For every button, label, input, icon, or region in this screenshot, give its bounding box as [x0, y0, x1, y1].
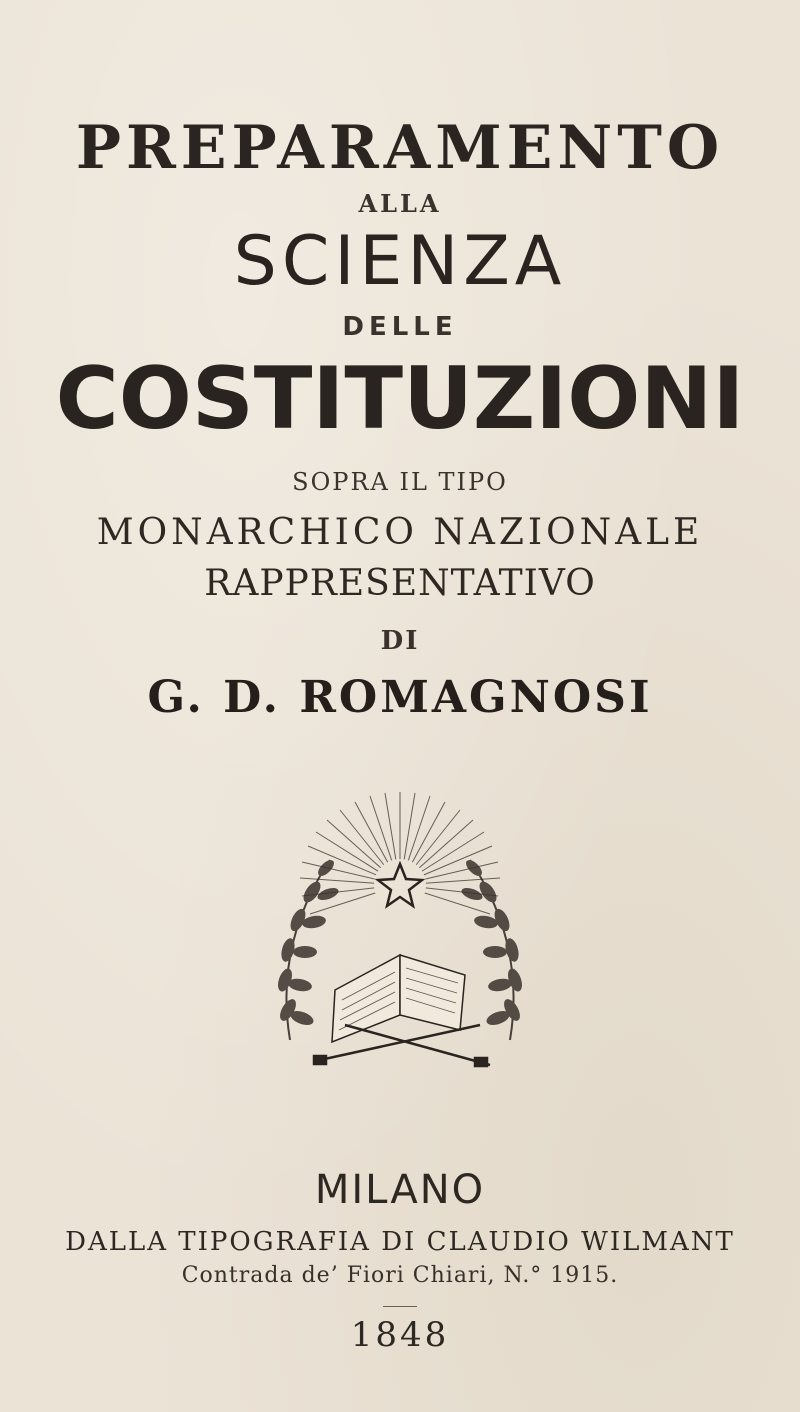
divider-rule	[383, 1306, 417, 1307]
subtitle-monarchico-nazionale: MONARCHICO NAZIONALE	[96, 512, 704, 553]
imprint-printer: DALLA TIPOGRAFIA DI CLAUDIO WILMANT	[65, 1227, 735, 1257]
open-book-icon	[332, 955, 465, 1042]
title-delle: DELLE	[342, 312, 458, 342]
imprint-address: Contrada de’ Fiori Chiari, N.° 1915.	[181, 1263, 619, 1288]
star-icon	[374, 859, 426, 911]
subtitle-rappresentativo: RAPPRESENTATIVO	[204, 563, 596, 604]
title-preparamento: PREPARAMENTO	[75, 113, 725, 183]
subtitle-sopra-il-tipo: SOPRA IL TIPO	[292, 468, 508, 496]
title-alla: ALLA	[358, 189, 442, 218]
laurel-right-icon	[460, 857, 525, 1040]
printers-device-icon	[250, 780, 550, 1080]
laurel-left-icon	[275, 857, 340, 1040]
imprint-year: 1848	[350, 1315, 450, 1355]
author-name: G. D. ROMAGNOSI	[147, 672, 653, 723]
byline-di: DI	[380, 626, 420, 656]
title-costituzioni: COSTITUZIONI	[55, 349, 745, 449]
title-scienza: SCIENZA	[233, 222, 567, 301]
imprint-city: MILANO	[314, 1167, 486, 1213]
